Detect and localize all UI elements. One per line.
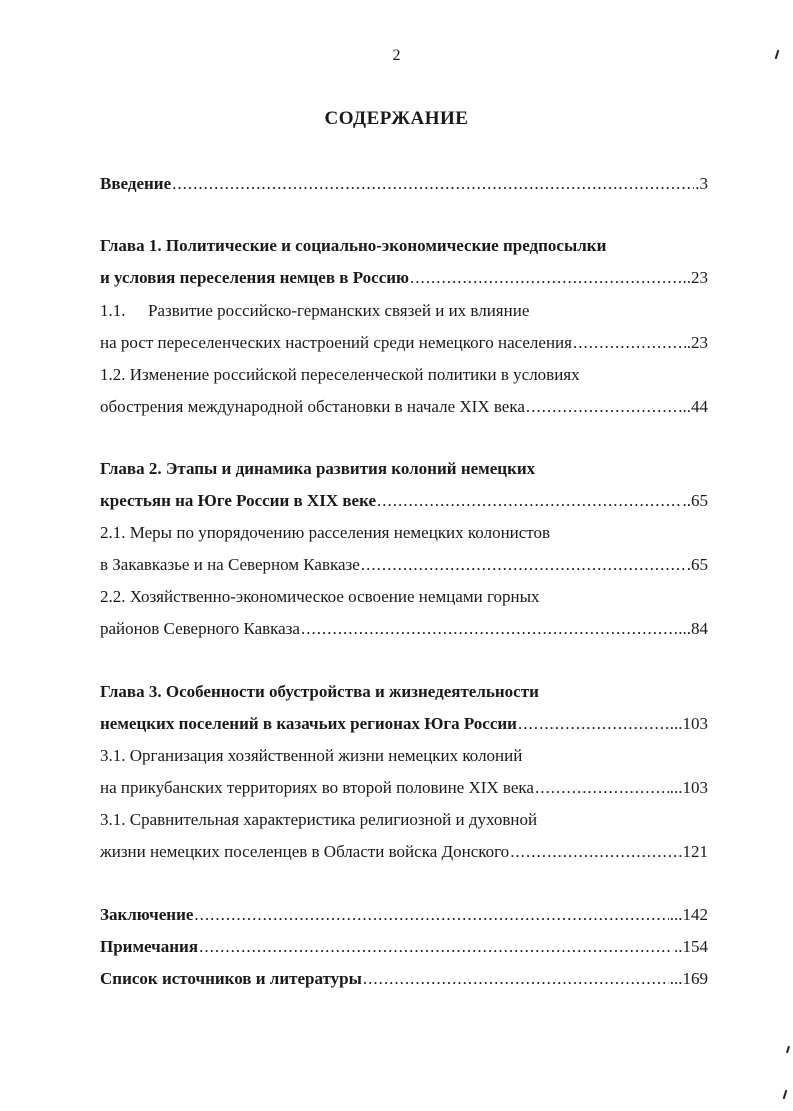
dot-leader: [410, 267, 681, 289]
toc-entry-text: Введение: [100, 174, 172, 193]
toc-page-number: .23: [686, 333, 708, 352]
dot-leader: [301, 618, 677, 640]
toc-page-number: ...169: [669, 969, 708, 988]
toc-section-3-1-heading[interactable]: 3.1. Организация хозяйственной жизни немецких колоний: [100, 746, 523, 765]
dot-leader: [361, 554, 686, 576]
toc-entry-text: в Закавказье и на Северном Кавказе: [100, 555, 360, 574]
toc-entry-sources[interactable]: [100, 968, 708, 990]
toc-chapter-3-heading[interactable]: Глава 3. Особенности обустройства и жизнедеятельности: [100, 682, 539, 701]
toc-page-number: ..65: [682, 491, 708, 510]
dot-leader: [535, 777, 669, 799]
toc-entry-intro[interactable]: [100, 173, 708, 195]
toc-entry-text: обострения международной обстановки в начале XIX века: [100, 397, 525, 416]
toc-entry-text: крестьян на Юге России в XIX веке: [100, 491, 376, 510]
toc-section-2-2-heading[interactable]: 2.2. Хозяйственно-экономическое освоение немцами горных: [100, 587, 540, 606]
toc-page-number: ..154: [674, 937, 708, 956]
dot-leader: [518, 713, 669, 735]
toc-section-2-1-heading[interactable]: 2.1. Меры по упорядочению расселения немецких колонистов: [100, 523, 551, 542]
toc-entry-notes[interactable]: [100, 936, 708, 958]
toc-chapter-1-heading[interactable]: Глава 1. Политические и социально-экономические предпосылки: [100, 236, 607, 255]
toc-entry-chapter-1[interactable]: [100, 267, 708, 289]
toc-chapter-2-heading[interactable]: Глава 2. Этапы и динамика развития колоний немецких: [100, 459, 536, 478]
page-title: СОДЕРЖАНИЕ: [324, 108, 469, 129]
toc-section-1-2-heading[interactable]: 1.2. Изменение российской переселенческой политики в условиях: [100, 365, 580, 384]
dot-leader: [194, 904, 668, 926]
scan-mark: [786, 1046, 790, 1053]
page-number: 2: [392, 47, 401, 64]
dot-leader: [363, 968, 669, 990]
toc-entry-text: Заключение: [100, 905, 194, 924]
toc-page-number: .65: [686, 555, 708, 574]
toc-entry-chapter-2[interactable]: [100, 490, 708, 512]
toc-entry-section-3-2[interactable]: [100, 841, 708, 863]
toc-page-number: ...142: [669, 905, 708, 924]
toc-entry-text: на прикубанских территориях во второй половине XIX века: [100, 778, 534, 797]
toc-entry-text: и условия переселения немцев в Россию: [100, 268, 410, 287]
toc-entry-section-1-2[interactable]: [100, 396, 708, 418]
toc-page-number: 121: [682, 842, 708, 861]
dot-leader: [573, 332, 686, 354]
toc-entry-text: Список источников и литературы: [100, 969, 362, 988]
scan-mark: [783, 1090, 788, 1099]
section-title: Развитие российско-германских связей и их влияние: [148, 301, 530, 320]
toc-entry-conclusion[interactable]: [100, 904, 708, 926]
dot-leader: [199, 936, 673, 958]
toc-page-number: ..23: [682, 268, 708, 287]
toc-entry-text: Примечания: [100, 937, 199, 956]
dot-leader: [526, 396, 677, 418]
dot-leader: [377, 490, 682, 512]
toc-entry-text: немецких поселений в казачьих регионах Юга России: [100, 714, 517, 733]
toc-section-3-2-heading[interactable]: 3.1. Сравнительная характеристика религиозной и духовной: [100, 810, 538, 829]
toc-entry-chapter-3[interactable]: [100, 713, 708, 735]
section-number: 1.1.: [100, 301, 126, 320]
toc-page-number: ...84: [678, 619, 708, 638]
toc-page-number: ...44: [678, 397, 708, 416]
toc-section-1-1-heading[interactable]: [100, 300, 708, 322]
toc-entry-section-1-1[interactable]: [100, 332, 708, 354]
toc-entry-text: на рост переселенческих настроений среди немецкого населения: [100, 333, 572, 352]
dot-leader: [172, 173, 694, 195]
toc-entry-text: районов Северного Кавказа: [100, 619, 300, 638]
toc-page-number: ...103: [669, 778, 708, 797]
toc-entry-section-3-1[interactable]: [100, 777, 708, 799]
toc-entry-section-2-1[interactable]: [100, 554, 708, 576]
toc-entry-section-2-2[interactable]: [100, 618, 708, 640]
toc-page-number: .3: [695, 174, 708, 193]
toc-entry-text: жизни немецких поселенцев в Области войска Донского: [100, 842, 510, 861]
toc-page-number: ...103: [669, 714, 708, 733]
dot-leader: [510, 841, 681, 863]
